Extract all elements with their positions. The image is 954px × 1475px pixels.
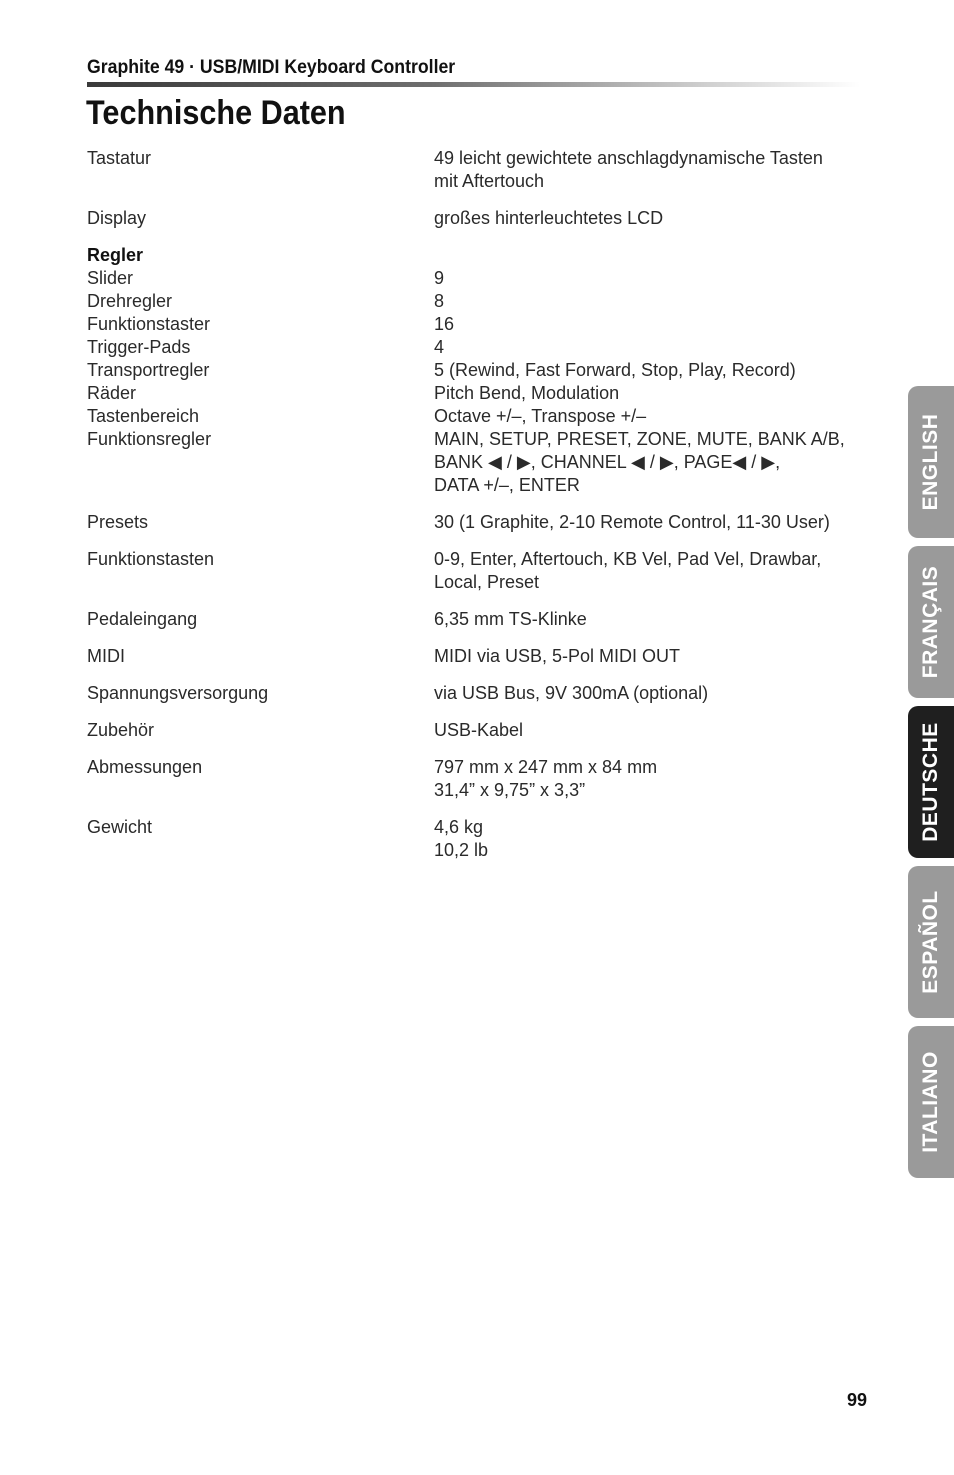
running-header: Graphite 49 · USB/MIDI Keyboard Controller xyxy=(87,57,456,78)
spec-value-line: großes hinterleuchtetes LCD xyxy=(434,208,664,228)
language-tab-label: FRANÇAIS xyxy=(919,565,942,679)
language-tab-label: ENGLISH xyxy=(919,413,942,511)
spec-row-trigger-pads xyxy=(87,336,877,359)
spec-value-line: BANK ◀ / ▶, CHANNEL ◀ / ▶, PAGE◀ / ▶, xyxy=(434,452,781,472)
spec-row-display xyxy=(87,207,877,230)
spec-value-line: Pitch Bend, Modulation xyxy=(434,383,620,403)
spec-value-line: 6,35 mm TS-Klinke xyxy=(434,609,587,629)
spec-label: Gewicht xyxy=(87,817,153,837)
spec-value xyxy=(434,816,877,862)
spec-value-line: 49 leicht gewichtete anschlagdynamische Tasten xyxy=(434,148,823,168)
language-tab-english[interactable] xyxy=(908,386,954,538)
spec-label: Transportregler xyxy=(87,360,210,380)
spec-value xyxy=(434,608,877,631)
spec-value-line: 8 xyxy=(434,291,445,311)
spec-value xyxy=(434,382,877,405)
spec-label: Trigger-Pads xyxy=(87,337,191,357)
spec-label: Slider xyxy=(87,268,134,288)
spec-value xyxy=(434,336,877,359)
spec-value-line: 31,4” x 9,75” x 3,3” xyxy=(434,780,586,800)
spec-value-line: Local, Preset xyxy=(434,572,540,592)
spec-label: Abmessungen xyxy=(87,757,203,777)
language-tab-espanol[interactable] xyxy=(908,866,954,1018)
spec-label: Presets xyxy=(87,512,149,532)
spec-value xyxy=(434,267,877,290)
spec-value xyxy=(434,207,877,230)
spec-value xyxy=(434,313,877,336)
spec-value xyxy=(434,511,877,534)
spec-row-drehregler xyxy=(87,290,877,313)
spec-value-line: 5 (Rewind, Fast Forward, Stop, Play, Record) xyxy=(434,360,796,380)
spec-label: Spannungsversorgung xyxy=(87,683,269,703)
spec-value xyxy=(434,548,877,594)
page-title: Technische Daten xyxy=(86,94,346,132)
spec-table xyxy=(87,147,877,862)
spec-label: Zubehör xyxy=(87,720,155,740)
spec-label: Drehregler xyxy=(87,291,173,311)
language-tab-label: DEUTSCHE xyxy=(919,722,942,842)
spec-section-heading: Regler xyxy=(87,245,144,265)
spec-value xyxy=(434,290,877,313)
spec-row-slider xyxy=(87,267,877,290)
spec-row-gewicht xyxy=(87,816,877,862)
spec-value-line: 797 mm x 247 mm x 84 mm xyxy=(434,757,658,777)
spec-value xyxy=(434,147,877,193)
spec-label: Pedaleingang xyxy=(87,609,198,629)
header-rule xyxy=(87,82,860,87)
spec-label: Funktionstasten xyxy=(87,549,215,569)
spec-value xyxy=(434,405,877,428)
spec-value xyxy=(434,682,877,705)
spec-label: MIDI xyxy=(87,646,125,666)
spec-label: Tastenbereich xyxy=(87,406,200,426)
spec-value-line: 4 xyxy=(434,337,445,357)
spec-row-abmessungen xyxy=(87,756,877,802)
language-tab-label: ITALIANO xyxy=(919,1051,942,1153)
spec-label: Funktionsregler xyxy=(87,429,212,449)
spec-row-presets xyxy=(87,511,877,534)
spec-value xyxy=(434,756,877,802)
spec-row-zubehoer xyxy=(87,719,877,742)
spec-row-funktionstasten xyxy=(87,548,877,594)
spec-section-regler xyxy=(87,244,877,267)
spec-value-line: Octave +/–, Transpose +/– xyxy=(434,406,647,426)
language-tab-label: ESPAÑOL xyxy=(919,890,942,994)
spec-value-line: 30 (1 Graphite, 2-10 Remote Control, 11-30 User) xyxy=(434,512,830,532)
spec-row-pedaleingang xyxy=(87,608,877,631)
spec-label: Räder xyxy=(87,383,137,403)
spec-value-line: 10,2 lb xyxy=(434,840,489,860)
spec-value xyxy=(434,645,877,668)
spec-value xyxy=(434,428,877,497)
spec-value-line: 4,6 kg xyxy=(434,817,484,837)
spec-label: Display xyxy=(87,208,147,228)
spec-value xyxy=(434,359,877,382)
spec-row-funktionsregler xyxy=(87,428,877,497)
spec-value-line: USB-Kabel xyxy=(434,720,524,740)
spec-value-line: 9 xyxy=(434,268,445,288)
spec-value xyxy=(434,719,877,742)
spec-value-line: DATA +/–, ENTER xyxy=(434,475,580,495)
spec-row-tastenbereich xyxy=(87,405,877,428)
spec-row-raeder xyxy=(87,382,877,405)
page-number: 99 xyxy=(846,1390,867,1410)
spec-value-line: MAIN, SETUP, PRESET, ZONE, MUTE, BANK A/B, xyxy=(434,429,845,449)
spec-row-midi xyxy=(87,645,877,668)
spec-value-line: 16 xyxy=(434,314,455,334)
language-tab-deutsche[interactable] xyxy=(908,706,954,858)
spec-row-tastatur xyxy=(87,147,877,193)
spec-row-funktionstaster xyxy=(87,313,877,336)
spec-value-line: 0-9, Enter, Aftertouch, KB Vel, Pad Vel, Drawbar, xyxy=(434,549,822,569)
language-tab-italiano[interactable] xyxy=(908,1026,954,1178)
spec-value-line: MIDI via USB, 5-Pol MIDI OUT xyxy=(434,646,681,666)
spec-value-line: via USB Bus, 9V 300mA (optional) xyxy=(434,683,709,703)
spec-row-transportregler xyxy=(87,359,877,382)
spec-value-line: mit Aftertouch xyxy=(434,171,545,191)
spec-label: Funktionstaster xyxy=(87,314,211,334)
language-tab-francais[interactable] xyxy=(908,546,954,698)
spec-row-spannungsversorgung xyxy=(87,682,877,705)
spec-label: Tastatur xyxy=(87,148,152,168)
